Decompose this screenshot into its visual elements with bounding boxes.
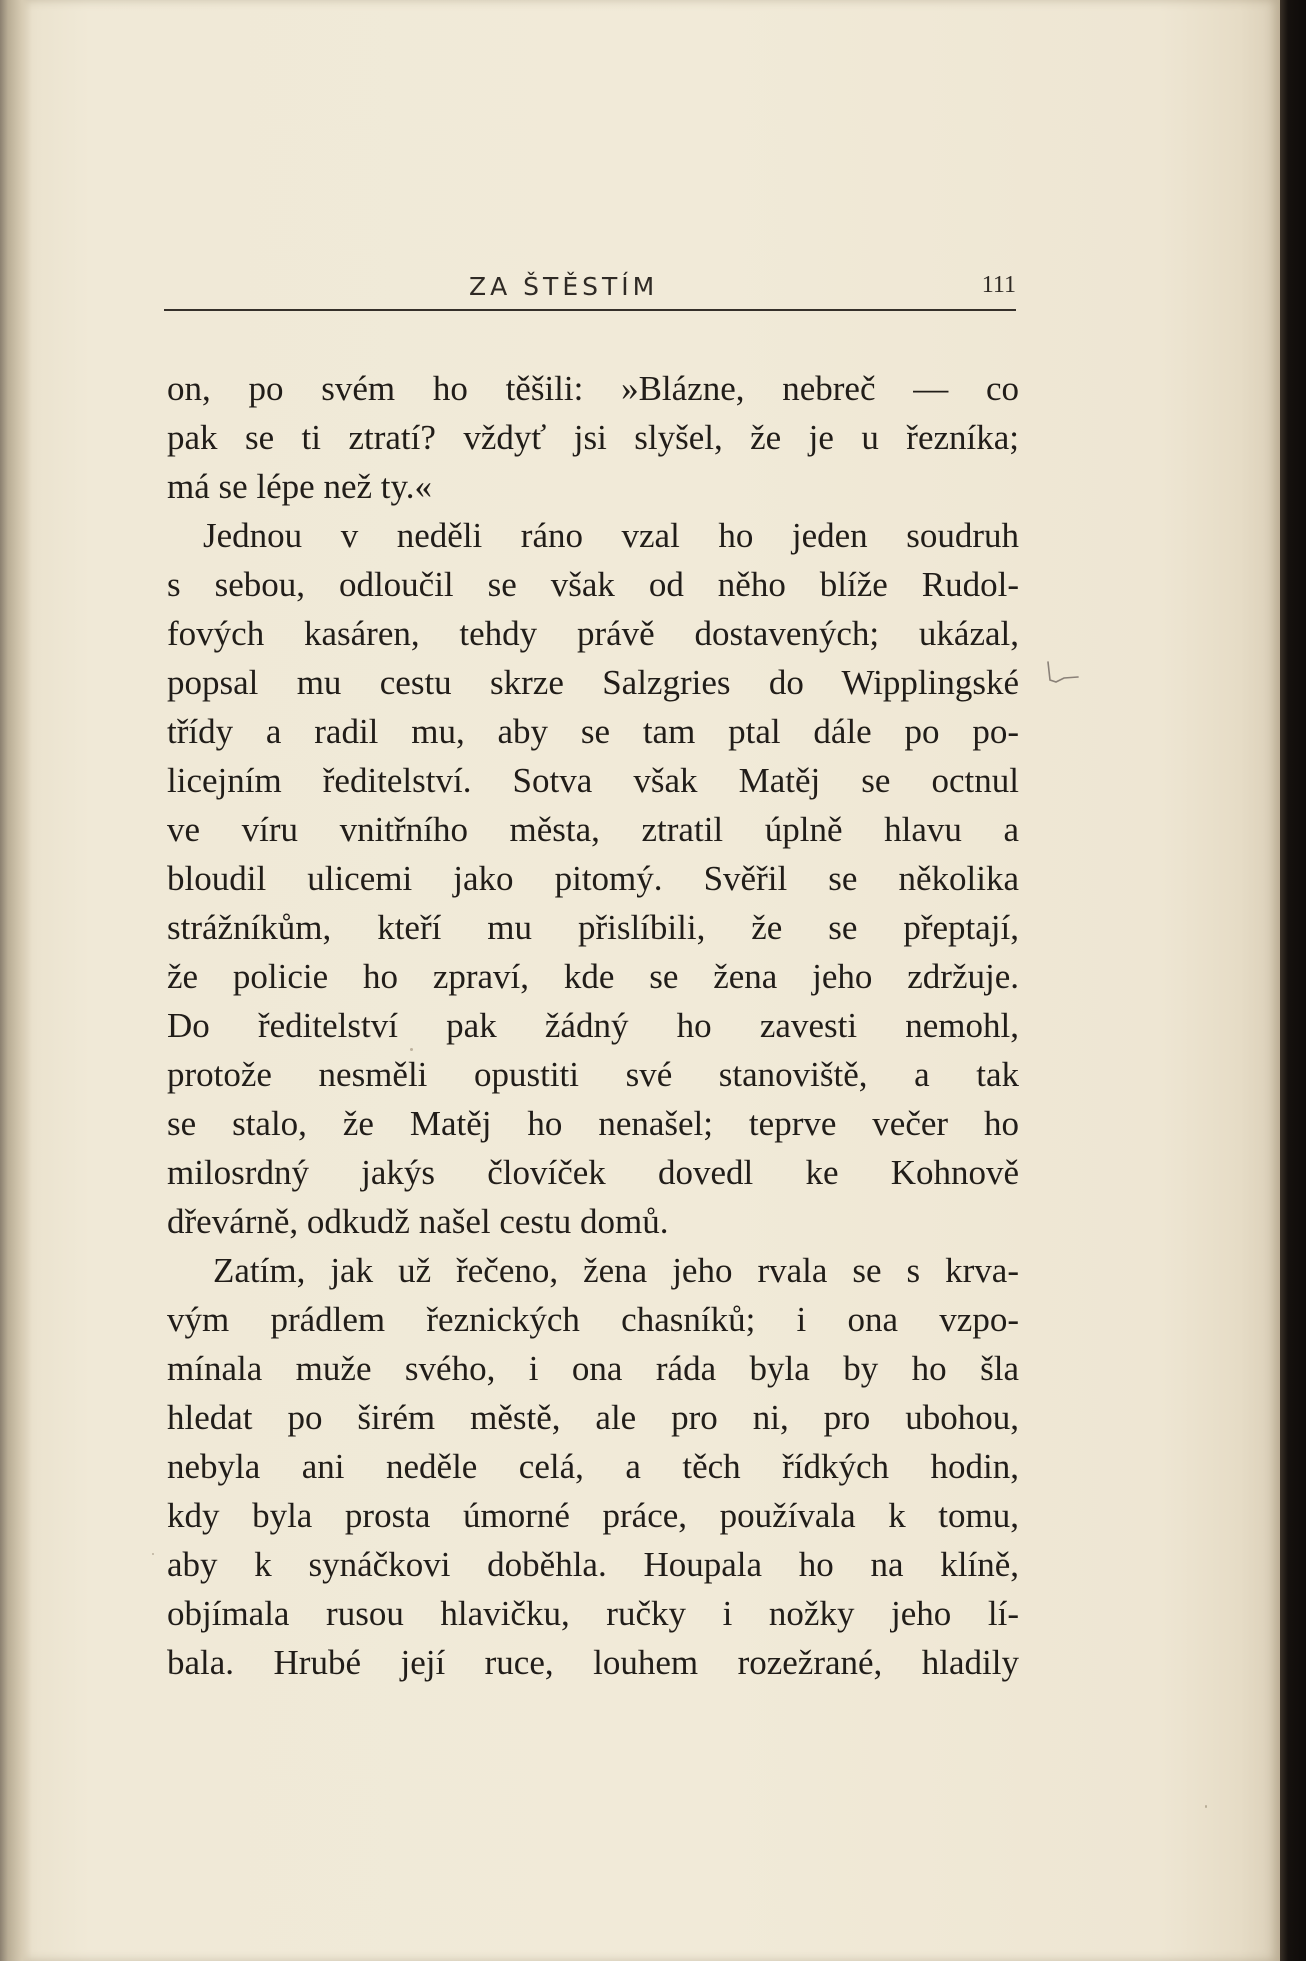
text-line: nebyla ani neděle celá, a těch řídkých hodin, <box>167 1447 1019 1486</box>
text-line: Jednou v neděli ráno vzal ho jeden soudruh <box>203 516 1019 555</box>
text-line: kdy byla prosta úmorné práce, používala k tomu, <box>167 1496 1019 1535</box>
text-line: s sebou, odloučil se však od něho blíže Rudol- <box>167 565 1019 604</box>
scan-edge-shadow <box>1280 0 1306 1961</box>
text-line: že policie ho zpraví, kde se žena jeho zdržuje. <box>167 957 1019 996</box>
text-line: ve víru vnitřního města, ztratil úplně hlavu a <box>167 810 1019 849</box>
text-line: mínala muže svého, i ona ráda byla by ho šla <box>167 1349 1019 1388</box>
text-line: Zatím, jak už řečeno, žena jeho rvala se s krva- <box>213 1251 1019 1290</box>
text-line: dřevárně, odkudž našel cestu domů. <box>167 1202 669 1241</box>
body-text <box>167 364 1019 1687</box>
text-line: bala. Hrubé její ruce, louhem rozežrané, hladily <box>167 1643 1019 1682</box>
header-rule <box>164 309 1016 311</box>
text-line: strážníkům, kteří mu přislíbili, že se přeptají, <box>167 908 1019 947</box>
text-line: se stalo, že Matěj ho nenašel; teprve večer ho <box>167 1104 1019 1143</box>
running-title: ZA ŠTĚSTÍM <box>469 272 659 301</box>
pencil-margin-mark-icon <box>1044 660 1080 692</box>
page-gutter-shadow <box>0 0 32 1961</box>
text-line: popsal mu cestu skrze Salzgries do Wipplingské <box>167 663 1019 702</box>
text-line: pak se ti ztratí? vždyť jsi slyšel, že je u řezníka; <box>167 418 1019 457</box>
text-line: bloudil ulicemi jako pitomý. Svěřil se několika <box>167 859 1019 898</box>
paper-speck <box>152 1553 154 1555</box>
text-line: vým prádlem řeznických chasníků; i ona vzpo- <box>167 1300 1019 1339</box>
text-line: fových kasáren, tehdy právě dostavených; ukázal, <box>167 614 1019 653</box>
paper-speck <box>1205 1805 1207 1808</box>
page-header <box>164 266 1016 310</box>
paper-speck <box>410 1048 413 1051</box>
text-line: objímala rusou hlavičku, ručky i nožky jeho lí- <box>167 1594 1019 1633</box>
text-line: protože nesměli opustiti své stanoviště, a tak <box>167 1055 1019 1094</box>
text-line: třídy a radil mu, aby se tam ptal dále po po- <box>167 712 1019 751</box>
text-line: milosrdný jakýs človíček dovedl ke Kohnově <box>167 1153 1019 1192</box>
page-number: 111 <box>981 272 1016 298</box>
text-line: licejním ředitelství. Sotva však Matěj se octnul <box>167 761 1019 800</box>
text-line: Do ředitelství pak žádný ho zavesti nemohl, <box>167 1006 1019 1045</box>
text-line: hledat po širém městě, ale pro ni, pro ubohou, <box>167 1398 1019 1437</box>
text-line: má se lépe než ty.« <box>167 467 432 506</box>
text-line: on, po svém ho těšili: »Blázne, nebreč — co <box>167 369 1019 408</box>
text-line: aby k synáčkovi doběhla. Houpala ho na klíně, <box>167 1545 1019 1584</box>
